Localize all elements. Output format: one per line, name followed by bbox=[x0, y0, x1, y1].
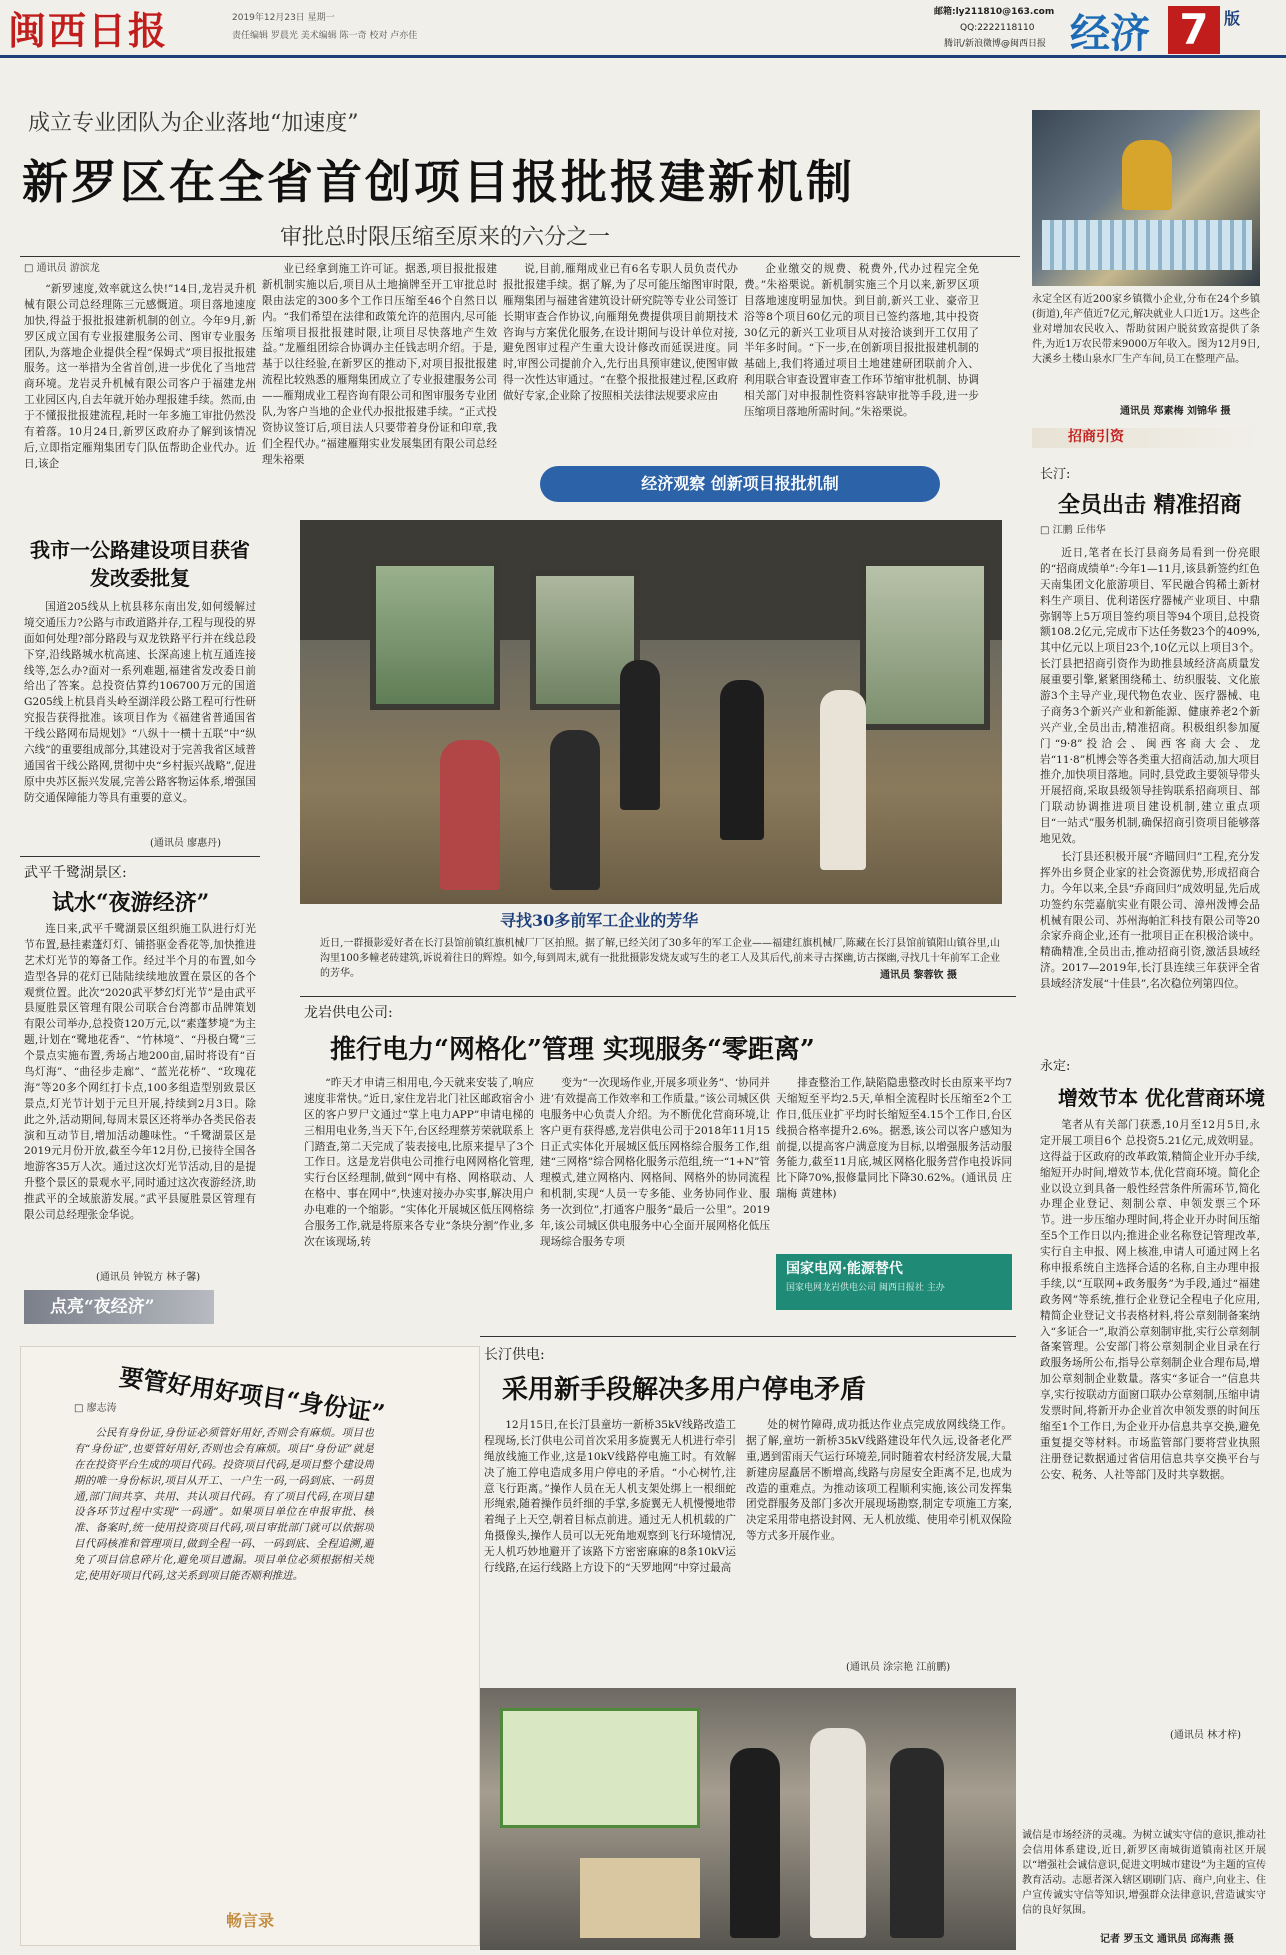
page-number: 7 bbox=[1168, 6, 1220, 54]
email: 邮箱:ly211810@163.com bbox=[934, 7, 1055, 17]
qq: QQ:2222118110 bbox=[960, 23, 1035, 33]
ctpower-col-2: 处的树竹障碍,成功抵达作业点完成放网线绕工作。据了解,童坊一新桥35kV线路建设年代久远,设备老化严重,遇到雷雨天气运行环境差,同时随着农村经济发展,大量新建房屋矗居不断增高,线路与房屋安全距离不足,也成为改造的重难点。为推动该项工程顺利实施,该公司发挥集团党群服务及部门多次开展现场勘察,制定专项施工方案,决定采用带电搭设封网、无人机放缆、使用牵引机双保险等方式多开展作业。 bbox=[746, 1419, 1012, 1543]
main-photo-title: 寻找30多前军工企业的芳华 bbox=[500, 911, 699, 930]
main-photo bbox=[300, 520, 1002, 904]
credit-photo bbox=[480, 1688, 1016, 1950]
invest-kicker: 长汀: bbox=[1040, 467, 1071, 482]
night-economy-tag: 点亮“夜经济” bbox=[24, 1290, 214, 1324]
commentary-tag: 畅言录 bbox=[226, 1911, 275, 1930]
weibo: 腾讯/新浪微博@闽西日报 bbox=[944, 39, 1047, 49]
wuping-kicker: 武平千鹭湖景区: bbox=[24, 865, 127, 881]
lead-col-1: “新罗速度,效率就这么快!”14日,龙岩灵升机械有限公司总经理陈三元感慨道。项目落地速度加快,得益于报批报建新机制的创立。今年9月,新罗区成立国有专业报建服务公司、图审专业服务团队,为落地企业提供全程“保姆式”项目报批报建服务。这一举措为全省首创,进一步优化了当地营商环境。龙岩灵升机械有限公司客户于福建龙州工业园区内,自去年就开始办理报建手续。然而,由于不懂报批报建流程,耗时一年多施工审批仍然没有着落。10月24日,新罗区政府办了解到该情况后,立即指定雁翔集团专门队伍帮助企业代办。近日,该企 bbox=[24, 283, 256, 470]
wuping-title: 试水“夜游经济” bbox=[52, 890, 210, 916]
invest-body-2: 长汀县还积极开展“齐瞄回归”工程,充分发挥外出乡贤企业家的社会资源优势,形成招商合力。今年以来,全县“乔商回归”成效明显,先后成功签约东莞嘉航实业有限公司、漳州泼博会品机械有限公司、苏州海帕汇科技有限公司等20余家乔商企业,还有一批项目正在积极洽谈中。精确精准,全员出击,推动招商引资,激活县域经济。2017—2019年,长汀县连续三年获评全省县域经济发展“十佳县”,名次稳位列第四位。 bbox=[1040, 851, 1260, 991]
lead-col-4: 企业缴交的规费、税费外,代办过程完全免费。”朱裕栗说。新机制实施三个月以来,新罗区项目落地速度明显加快。到目前,新兴工业、豪帝卫浴等8个项目60亿元的项目已签约落地,其中投资30亿元的新兴工业项目从对接洽谈到开工仅用了半年多时间。“下一步,在创新项目报批报建机制的基础上,我们将通过项目土地建建研团联前介入、利用联合审查设置审查工作环节缩审批机制、协调相关部门对申报制性资料容缺审批等手段,进一步压缩项目落地所需时间。”朱裕栗说。 bbox=[744, 263, 979, 419]
masthead bbox=[0, 0, 1286, 58]
ctpower-kicker: 长汀供电: bbox=[484, 1347, 545, 1363]
invest-body: 近日,笔者在长汀县商务局看到一份亮眼的“招商成绩单”:今年1—11月,该县新签约红色天南集团文化旅游项目、军民融合钨稀土新材料生产项目、优利诺医疗器械产业项目、中鼎弥钢等上5万项目签约项目等94个项目,总投资额108.2亿元,完成市下达任务数23个的409%,其中亿元以上项目23个,10亿元以上项目3个。长汀县把招商引资作为助推县域经济高质量发展重要引擎,紧紧围绕稀土、纺织服装、文化旅游3个主导产业,现代物色农业、医疗器械、电子商务3个新兴产业和新能源、健康养老2个新兴产业,全员出击,精准招商。积极组织参加厦门“9·8”投洽会、闽西客商大会、龙岩“11·8”机博会等各类重大招商活动,加大项目推介,加快项目落地。同时,县党政主要领导带头开展招商,采取县级领导挂钩联系招商项目、部门联动协调推进项目建设机制,建立重点项目“一站式”服务机制,确保招商引资项目能够落地见效。 bbox=[1040, 547, 1260, 846]
credit-photo-credit: 记者 罗玉文 通讯员 邱海燕 摄 bbox=[1100, 1934, 1234, 1945]
power-col-2: 变为“一次现场作业,开展多项业务”、‘协同并进’有效提高工作效率和工作质量。”该公司城区供电服务中心负责人介绍。为不断优化营商环境,让客户更有获得感,龙岩供电公司于2018年11月15日正式实体化开展城区低压网格综合服务工作,组建“三网格”综合网格化服务示范组,统一“1+N”管理模式,建立网格内、网格间、网格外的协同流程和机制,实现“人员一专多能、业务协同作业、服务一次到位”,打通客户服务“最后一公里”。2019年,该公司城区供电服务中心全面开展网格化低压现场综合服务专项 bbox=[540, 1077, 770, 1248]
newspaper-logo: 闽西日报 bbox=[8, 8, 169, 53]
road-byline: (通讯员 廖惠丹) bbox=[150, 838, 221, 849]
yongding-title: 增效节本 优化营商环境 bbox=[1058, 1086, 1265, 1110]
commentary-title: 要管好用好项目“身份证” bbox=[117, 1361, 387, 1428]
lead-banner: 经济观察 创新项目报批机制 bbox=[540, 466, 940, 502]
commentary-body: 公民有身份证,身份证必须管好用好,否则会有麻烦。项目也有“身份证”,也要管好用好,否则也会有麻烦。项目“身份证”就是在在投资平台生成的项目代码。投资项目代码,是项目整个建设周期的唯一身份标识,项目从开工、一户生一码,一码到底、一码贯通,部门间共享、共用、共认项目代码。有了项目代码,在项目建设各环节过程中实现“一码通”。如果项目单位在申报审批、核准、备案时,统一使用投资项目代码,项目审批部门就可以依据项目代码核准和管理项目,做到全程一码、一码到底、全程追溯,避免了项目信息碎片化,避免项目遗漏。项目单位必须根据相关规定,使用好项目代码,这关系到项目能否顺利推进。 bbox=[74, 1427, 374, 1583]
factory-photo-credit: 通讯员 郑素梅 刘锦华 摄 bbox=[1120, 406, 1231, 417]
wuping-body: 连日来,武平千鹭湖景区组织施工队进行灯光节布置,悬挂素蓬灯灯、铺搭驱金香花等,加快推进艺术灯光节的筹备工作。经过半个月的布置,如今造型各异的花灯已陆陆续续地放置在景区的各个观赏位置。此次“2020武平梦幻灯光节”是由武平县厦胜景区管理有限公司联合台湾都市品牌策划有限公司举办,总投资120万元,以“素蓬梦境”为主题,计划在“鹭地花香”、“竹林境”、“丹极白鹭”三个景点实施布置,秀场占地200亩,届时将设有“百鸟灯海”、“曲径步走廊”、“蓝光花桥”、“玫瑰花海”等20多个网红打卡点,100多组造型别致景区景点,灯光节计划于元旦开展,持续到2月3日。除此之外,活动期间,每周末景区还将举办各类民俗表演和互动节目,增加活动趣味性。“千鹭湖景区是2019元月份开放,截至今年12月份,已接待全国各地游客35万人次。通过这次灯光节活动,目的是提升整个景区的景观水平,同时通过这次夜游经济,助推武平的全域旅游发展。”武平县厦胜景区管理有限公司总经理张金华说。 bbox=[24, 923, 256, 1222]
factory-photo bbox=[1032, 110, 1260, 286]
yongding-body: 笔者从有关部门获悉,10月至12月5日,永定开展工项目6个 总投资5.21亿元,成效明显。这得益于区政府的改革政策,精简企业开办手续,缩短开办时间,增效节本,优化营商环境。简化企业以设立到具备一般性经营条件所需环节,简化办理企业登记、刻制公章、申领发票三个环节。进一步压缩办理时间,将企业开办时间压缩至5个工作日以内;推进企业名称登记管理改革,实行自主申报、网上核准,申请人可通过网上名称申报系统自主选择合适的名称,自主办理申报手续,以“互联网+政务服务”为手段,通过“福建政务网”等系统,推行企业登记全程电子化应用,精简企业登记文书表格材料,将公章刻制备案纳入“多证合一”,取消公章刻制审批,实行公章刻制备案管理。公安部门将公章刻制企业目录在行政服务场所公布,指导公章刻制企业合理布局,增加公章刻制企业数量。落实“多证合一”信息共享,实行按联动方面窗口联办公章刻制,压缩申请发票时间,将新开办企业首次申领发票的时间压缩至1个工作日,为企业开办信息共享交换,避免重复提交等材料。市场监管部门要将营业执照注册登记数据通过省信用信息共享交换平台与公安、税务、人社等部门及时共享数据。 bbox=[1040, 1119, 1260, 1481]
date-line: 2019年12月23日 星期一 bbox=[232, 13, 335, 23]
invest-tag-bar: 招商引资 bbox=[1032, 428, 1260, 448]
ctpower-col-1: 12月15日,在长汀县童坊一新桥35kV线路改造工程现场,长汀供电公司首次采用多旋翼无人机进行牵引绳放线施工作业,这是10kV线路停电施工时。有效解决了施工停电造成多用户停电的矛盾。“小心树竹,注意飞行距离。”操作人员在无人机支架处绑上一根细蛇形绳索,随着操作员纤细的手掌,多旋翼无人机慢慢地带着绳子上天空,朝着目标点前进。通过无人机机载的广角摄像头,操作人员可以无死角地观察到飞行环境情况,无人机巧妙地避开了该路下方密密麻麻的8条10kV运行线路,在运行线路上方设下的“天罗地网”中穿过最高 bbox=[484, 1419, 736, 1575]
power-col-1: “昨天才申请三相用电,今天就来安装了,响应速度非常快。”近日,家住龙岩北门社区邮政宿舍小区的客户罗尸文通过“掌上电力APP”申请电梯的三相用电业务,当天下午,台区经理蔡芳荣就联系上门踏查,第二天完成了装表接电,比原来提早了3个工作日。这是龙岩供电公司推行电网网格化管理,实行台区经理制,做到“网中有格、网格联动、人在格中、事在网中”,快速对接办办实事,解决用户办电难的一个缩影。“实体化开展城区低压网格综合服务工作,就是将原来各专业“条块分割”作业,多次在该现场,转 bbox=[304, 1077, 534, 1248]
page-ban: 版 bbox=[1224, 9, 1241, 28]
invest-title: 全员出击 精准招商 bbox=[1058, 492, 1242, 518]
main-photo-caption: 近日,一群摄影爱好者在长汀县馆前镇红旗机械厂厂区拍照。据了解,已经关闭了30多年的军工企业——福建红旗机械厂,陈藏在长汀县馆前镇阳山镇谷里,山沟里100多幢老砖建筑,诉说着往日的辉煌。如今,每到周末,就有一批批摄影发烧友或写生的老工人及其后代,前来寻古探幽,访古探幽,寻找几十年前军工企业的芳华。 bbox=[320, 938, 1000, 979]
section-title: 经济 bbox=[1070, 11, 1150, 57]
ctpower-byline: (通讯员 涂宗艳 江前鹏) bbox=[846, 1662, 951, 1673]
invest-byline: □ 江鹏 丘伟华 bbox=[1040, 525, 1106, 536]
power-col-3: 排查整治工作,缺陷隐患整改时长由原来平均7天缩短至平均2.5天,单相全流程时长压缩至2个工作日,低压业扩平均时长缩短至4.15个工作日,台区线损合格率提升2.6%。据悉,该公司以客户感知为前提,以提高客户满意度为目标,以增强服务活动服务能力,截至11月底,城区网格化服务营作电投诉同比下降70%,报修量同比下降30.62%。(通讯员 庄瑞梅 黄建林) bbox=[776, 1077, 1012, 1201]
editor-line: 责任编辑 罗晨光 美术编辑 陈一奇 校对 卢亦佳 bbox=[232, 31, 418, 41]
lead-col-3: 说,目前,雁翔成业已有6名专职人员负责代办报批报建手续。据了解,为了尽可能压缩图审时限,雁翔集团与福建省建筑设计研究院等专业公司签订长期审查合作协议,向雁翔免费提供项目前期技术咨询与方案优化服务,在设计期间与设计单位对接,避免图审过程产生重大设计修改而延误进度。同时,审图公司提前介入,先行出具预审建议,使图审做得一次性达审通过。“在整个报批报建过程,区政府做好专家,企业除了按照相关法律法规要求应由 bbox=[503, 263, 738, 403]
lead-byline: □ 通讯员 游滨龙 bbox=[24, 263, 100, 274]
main-photo-credit: 通讯员 黎蓉钦 摄 bbox=[880, 970, 957, 981]
power-kicker: 龙岩供电公司: bbox=[304, 1005, 393, 1021]
commentary-byline: □ 廖志涛 bbox=[74, 1403, 117, 1414]
road-body: 国道205线从上杭县移东南出发,如何缓解过境交通压力?公路与市政道路并存,工程与现役的界面如何处理?部分路段与双龙铁路平行并在线总段下穿,沿线路城水杭高速、长深高速上杭互通连接线等,怎么办?面对一系列难题,福建省发改委日前给出了答案。总投资估算约106700万元的国道G205线上杭县肖头岭至湖洋段公路工程可行性研究报告获得批准。该项目作为《福建省普通国省干线公路网布局规划》“八纵十一横十五联”中“纵六线”的重要组成部分,其建设对于完善我省区域普通国省干线公路网,贯彻中央“乡村振兴战略”,促进原中央苏区振兴发展,完善公路客物运体系,增强国防交通保障能力等具有重要的意义。 bbox=[24, 601, 256, 804]
lead-kicker: 成立专业团队为企业落地“加速度” bbox=[28, 111, 359, 136]
power-logo-box: 国家电网·能源替代 国家电网龙岩供电公司 闽西日报社 主办 bbox=[776, 1254, 1012, 1310]
lead-subtitle: 审批总时限压缩至原来的六分之一 bbox=[280, 225, 611, 250]
yongding-kicker: 永定: bbox=[1040, 1059, 1071, 1074]
factory-photo-caption: 永定全区有近200家乡镇微小企业,分布在24个乡镇(街道),年产值近7亿元,解决就业人口近1万。这些企业对增加农民收入、帮助贫困户脱贫致富提供了条件,为近1万农民带来9000万年收入。图为12月9日,大溪乡土楼山泉水厂生产车间,员工在整理产品。 bbox=[1032, 294, 1260, 365]
road-title: 我市一公路建设项目获省发改委批复 bbox=[30, 538, 250, 590]
yongding-byline: (通讯员 林才梓) bbox=[1170, 1730, 1241, 1741]
credit-caption: 诚信是市场经济的灵魂。为树立诚实守信的意识,推动社会信用体系建设,近日,新罗区南城街道镇南社区开展以“增强社会诚信意识,促进文明城市建设”为主题的宣传教育活动。志愿者深入辖区刷刷门店、商户,向业主、住户宣传诚实守信等知识,增强群众法律意识,营造诚实守信的良好氛围。 bbox=[1022, 1830, 1266, 1916]
wuping-byline: (通讯员 钟锐方 林子馨) bbox=[96, 1272, 201, 1283]
lead-title: 新罗区在全省首创项目报批报建新机制 bbox=[22, 155, 855, 209]
lead-col-2: 业已经拿到施工许可证。据悉,项目报批报建新机制实施以后,项目从土地摘牌至开工审批总时限由法定的300多个工作日压缩至46个自然日以内。“我们希望在法律和政策允许的范围内,尽可能压缩项目报批报建时限,让项目尽快落地产生效益。”龙雁组团综合协调办主任钱志明介绍。于是,基于以往经验,在新罗区的推动下,对项目报批报建流程比较熟悉的雁翔集团成立了专业报建服务公司——雁翔成业工程咨询有限公司和图审服务专业团队,为客户当地的企业代办报批报建手续。“正式投资协议签订后,项目法人只要带着身份证和印章,我们全程代办。”福建雁翔实业发展集团有限公司总经理朱裕栗 bbox=[262, 263, 497, 466]
ctpower-title: 采用新手段解决多用户停电矛盾 bbox=[502, 1375, 867, 1405]
power-title: 推行电力“网格化”管理 实现服务“零距离” bbox=[330, 1035, 815, 1065]
